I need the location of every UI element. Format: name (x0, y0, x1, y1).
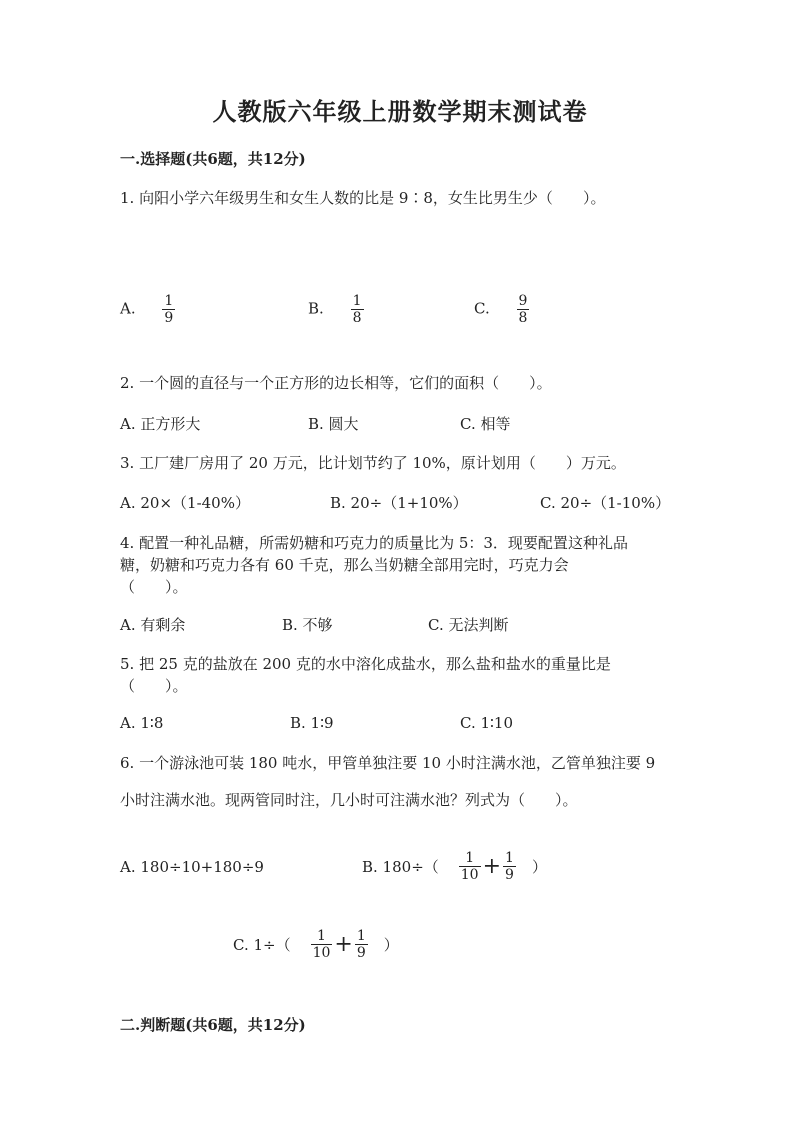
fraction (503, 850, 516, 883)
option-prefix: B. 180÷（ (362, 858, 439, 876)
fraction (355, 928, 368, 961)
question-3-option-c: C. 20÷（1-10%） (540, 494, 671, 512)
question-3-option-a: A. 20×（1-40%） (120, 494, 250, 512)
question-6-option-b (362, 850, 547, 883)
question-4-line-1: 4. 配置一种礼品糖，所需奶糖和巧克力的质量比为 5：3．现要配置这种礼品 (120, 534, 628, 552)
fraction (517, 293, 530, 326)
question-6-line-1: 6. 一个游泳池可装 180 吨水，甲管单独注要 10 小时注满水池，乙管单独注要 9 (120, 754, 656, 772)
question-2-option-a: A. 正方形大 (120, 415, 201, 433)
fraction (459, 850, 481, 883)
denominator: 9 (505, 867, 514, 883)
option-label: A. (120, 299, 136, 318)
question-5-line-2: （ ）。 (120, 677, 188, 695)
question-5-option-c: C. 1∶10 (460, 714, 514, 732)
question-2-option-c: C. 相等 (460, 415, 511, 433)
numerator: 1 (356, 928, 366, 944)
question-4-line-2: 糖，奶糖和巧克力各有 60 千克，那么当奶糖全部用完时，巧克力会 (120, 556, 569, 574)
numerator: 9 (518, 293, 528, 309)
denominator: 9 (164, 310, 174, 326)
question-4-option-b: B. 不够 (282, 616, 333, 634)
denominator: 8 (352, 310, 362, 326)
question-1-option-c (474, 293, 529, 326)
question-6-line-2: 小时注满水池。现两管同时注，几小时可注满水池？列式为（ ）。 (120, 791, 578, 809)
denominator: 10 (460, 867, 479, 883)
question-4-option-a: A. 有剩余 (120, 616, 186, 634)
question-5-option-a: A. 1∶8 (120, 714, 164, 732)
page-title: 人教版六年级上册数学期末测试卷 (212, 97, 588, 126)
fraction (351, 293, 364, 326)
denominator: 9 (356, 945, 366, 961)
numerator: 1 (317, 928, 326, 944)
option-suffix: ） (383, 936, 399, 954)
fraction (162, 293, 175, 326)
question-3-option-b: B. 20÷（1+10%） (330, 494, 468, 512)
question-2-option-b: B. 圆大 (308, 415, 359, 433)
numerator: 1 (352, 293, 362, 309)
question-5-option-b: B. 1∶9 (290, 714, 334, 732)
numerator: 1 (465, 850, 475, 866)
question-1-option-a (120, 293, 175, 326)
question-6-option-c (233, 928, 399, 961)
fraction (311, 928, 333, 961)
option-label: B. (308, 299, 324, 318)
question-2-text: 2. 一个圆的直径与一个正方形的边长相等，它们的面积（ ）。 (120, 374, 552, 392)
question-5-line-1: 5. 把 25 克的盐放在 200 克的水中溶化成盐水，那么盐和盐水的重量比是 (120, 655, 611, 673)
question-4-option-c: C. 无法判断 (428, 616, 509, 634)
option-suffix: ） (531, 858, 547, 876)
section-heading-true-false: 二.判断题(共6题，共12分) (120, 1016, 306, 1034)
question-3-text: 3. 工厂建厂房用了 20 万元，比计划节约了 10%，原计划用（ ）万元。 (120, 454, 626, 472)
question-1-option-b (308, 293, 364, 326)
denominator: 10 (312, 945, 331, 961)
numerator: 1 (505, 850, 514, 866)
numerator: 1 (164, 293, 174, 309)
plus-sign: + (334, 932, 353, 957)
question-6-option-a: A. 180÷10+180÷9 (120, 858, 264, 876)
section-heading-multiple-choice: 一.选择题(共6题，共12分) (120, 150, 306, 168)
plus-sign: + (482, 854, 502, 879)
question-4-line-3: （ ）。 (120, 578, 188, 596)
option-prefix: C. 1÷（ (233, 936, 291, 954)
question-1-text: 1. 向阳小学六年级男生和女生人数的比是 9∶8，女生比男生少（ ）。 (120, 189, 606, 207)
option-label: C. (474, 299, 490, 318)
denominator: 8 (518, 310, 528, 326)
